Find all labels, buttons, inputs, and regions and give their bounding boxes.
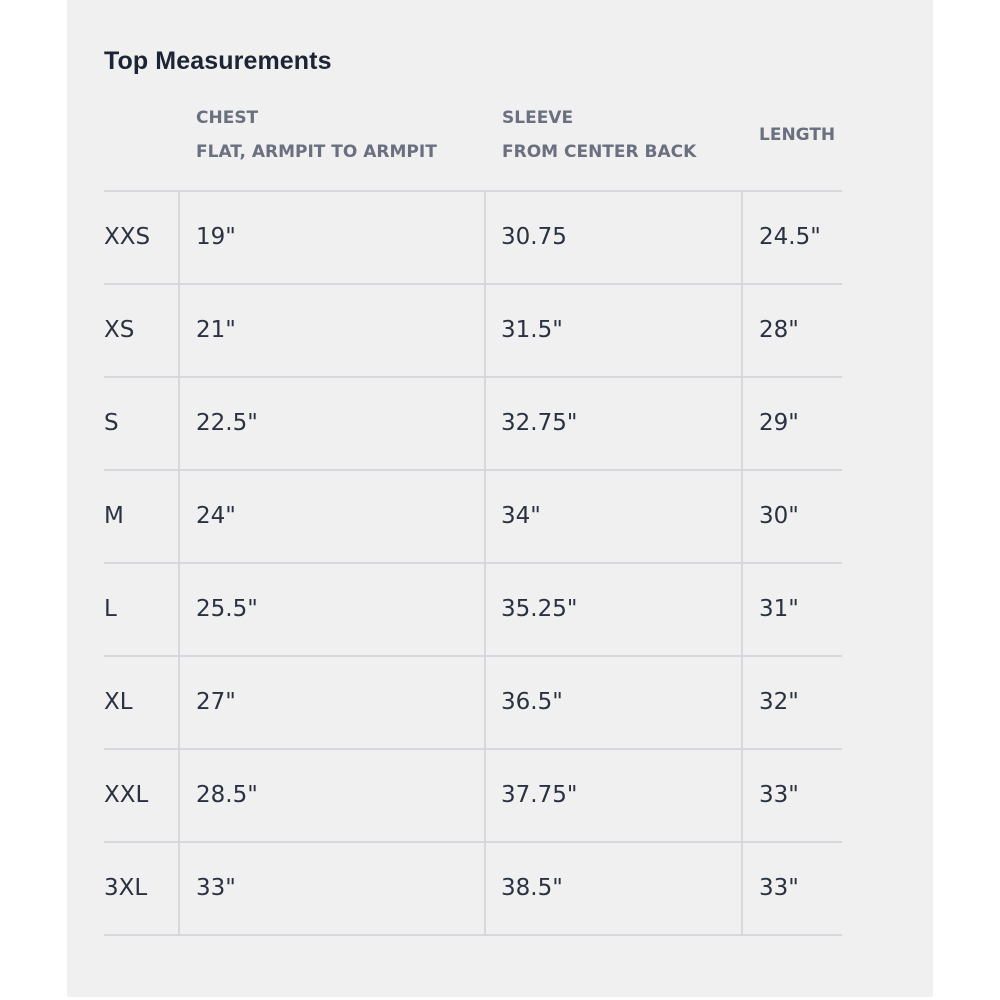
chest-cell: 28.5" [196,782,258,808]
length-cell: 33" [759,782,799,808]
chest-cell: 25.5" [196,596,258,622]
sleeve-cell: 31.5" [501,317,563,343]
length-cell: 30" [759,503,799,529]
table-row [0,563,1000,656]
row-divider [104,934,842,936]
sleeve-cell: 34" [501,503,541,529]
sleeve-cell: 36.5" [501,689,563,715]
size-cell: XXS [104,224,151,250]
page-title: Top Measurements [104,47,332,75]
column-header-chest [196,101,437,169]
table-row [0,842,1000,935]
size-cell: XS [104,317,135,343]
size-cell: M [104,503,124,529]
length-cell: 29" [759,410,799,436]
table-row [0,284,1000,377]
sleeve-cell: 35.25" [501,596,578,622]
chest-cell: 19" [196,224,236,250]
column-header-length-label: LENGTH [759,125,836,145]
size-cell: L [104,596,117,622]
column-header-sleeve-label: SLEEVE [502,108,574,128]
table-row [0,470,1000,563]
column-header-chest-sub: FLAT, ARMPIT TO ARMPIT [196,142,437,162]
column-header-chest-label: CHEST [196,108,259,128]
chest-cell: 27" [196,689,236,715]
sleeve-cell: 38.5" [501,875,563,901]
column-header-sleeve [502,101,696,169]
sleeve-cell: 32.75" [501,410,578,436]
length-cell: 32" [759,689,799,715]
chest-cell: 33" [196,875,236,901]
length-cell: 31" [759,596,799,622]
table-row [0,377,1000,470]
sleeve-cell: 37.75" [501,782,578,808]
chest-cell: 22.5" [196,410,258,436]
size-cell: XL [104,689,133,715]
chest-cell: 21" [196,317,236,343]
size-cell: S [104,410,119,436]
table-row [0,191,1000,284]
column-header-length [759,118,835,152]
sleeve-cell: 30.75 [501,224,567,250]
length-cell: 24.5" [759,224,821,250]
column-header-sleeve-sub: FROM CENTER BACK [502,142,697,162]
table-row [0,656,1000,749]
length-cell: 28" [759,317,799,343]
size-cell: XXL [104,782,149,808]
table-row [0,749,1000,842]
chest-cell: 24" [196,503,236,529]
length-cell: 33" [759,875,799,901]
size-cell: 3XL [104,875,148,901]
